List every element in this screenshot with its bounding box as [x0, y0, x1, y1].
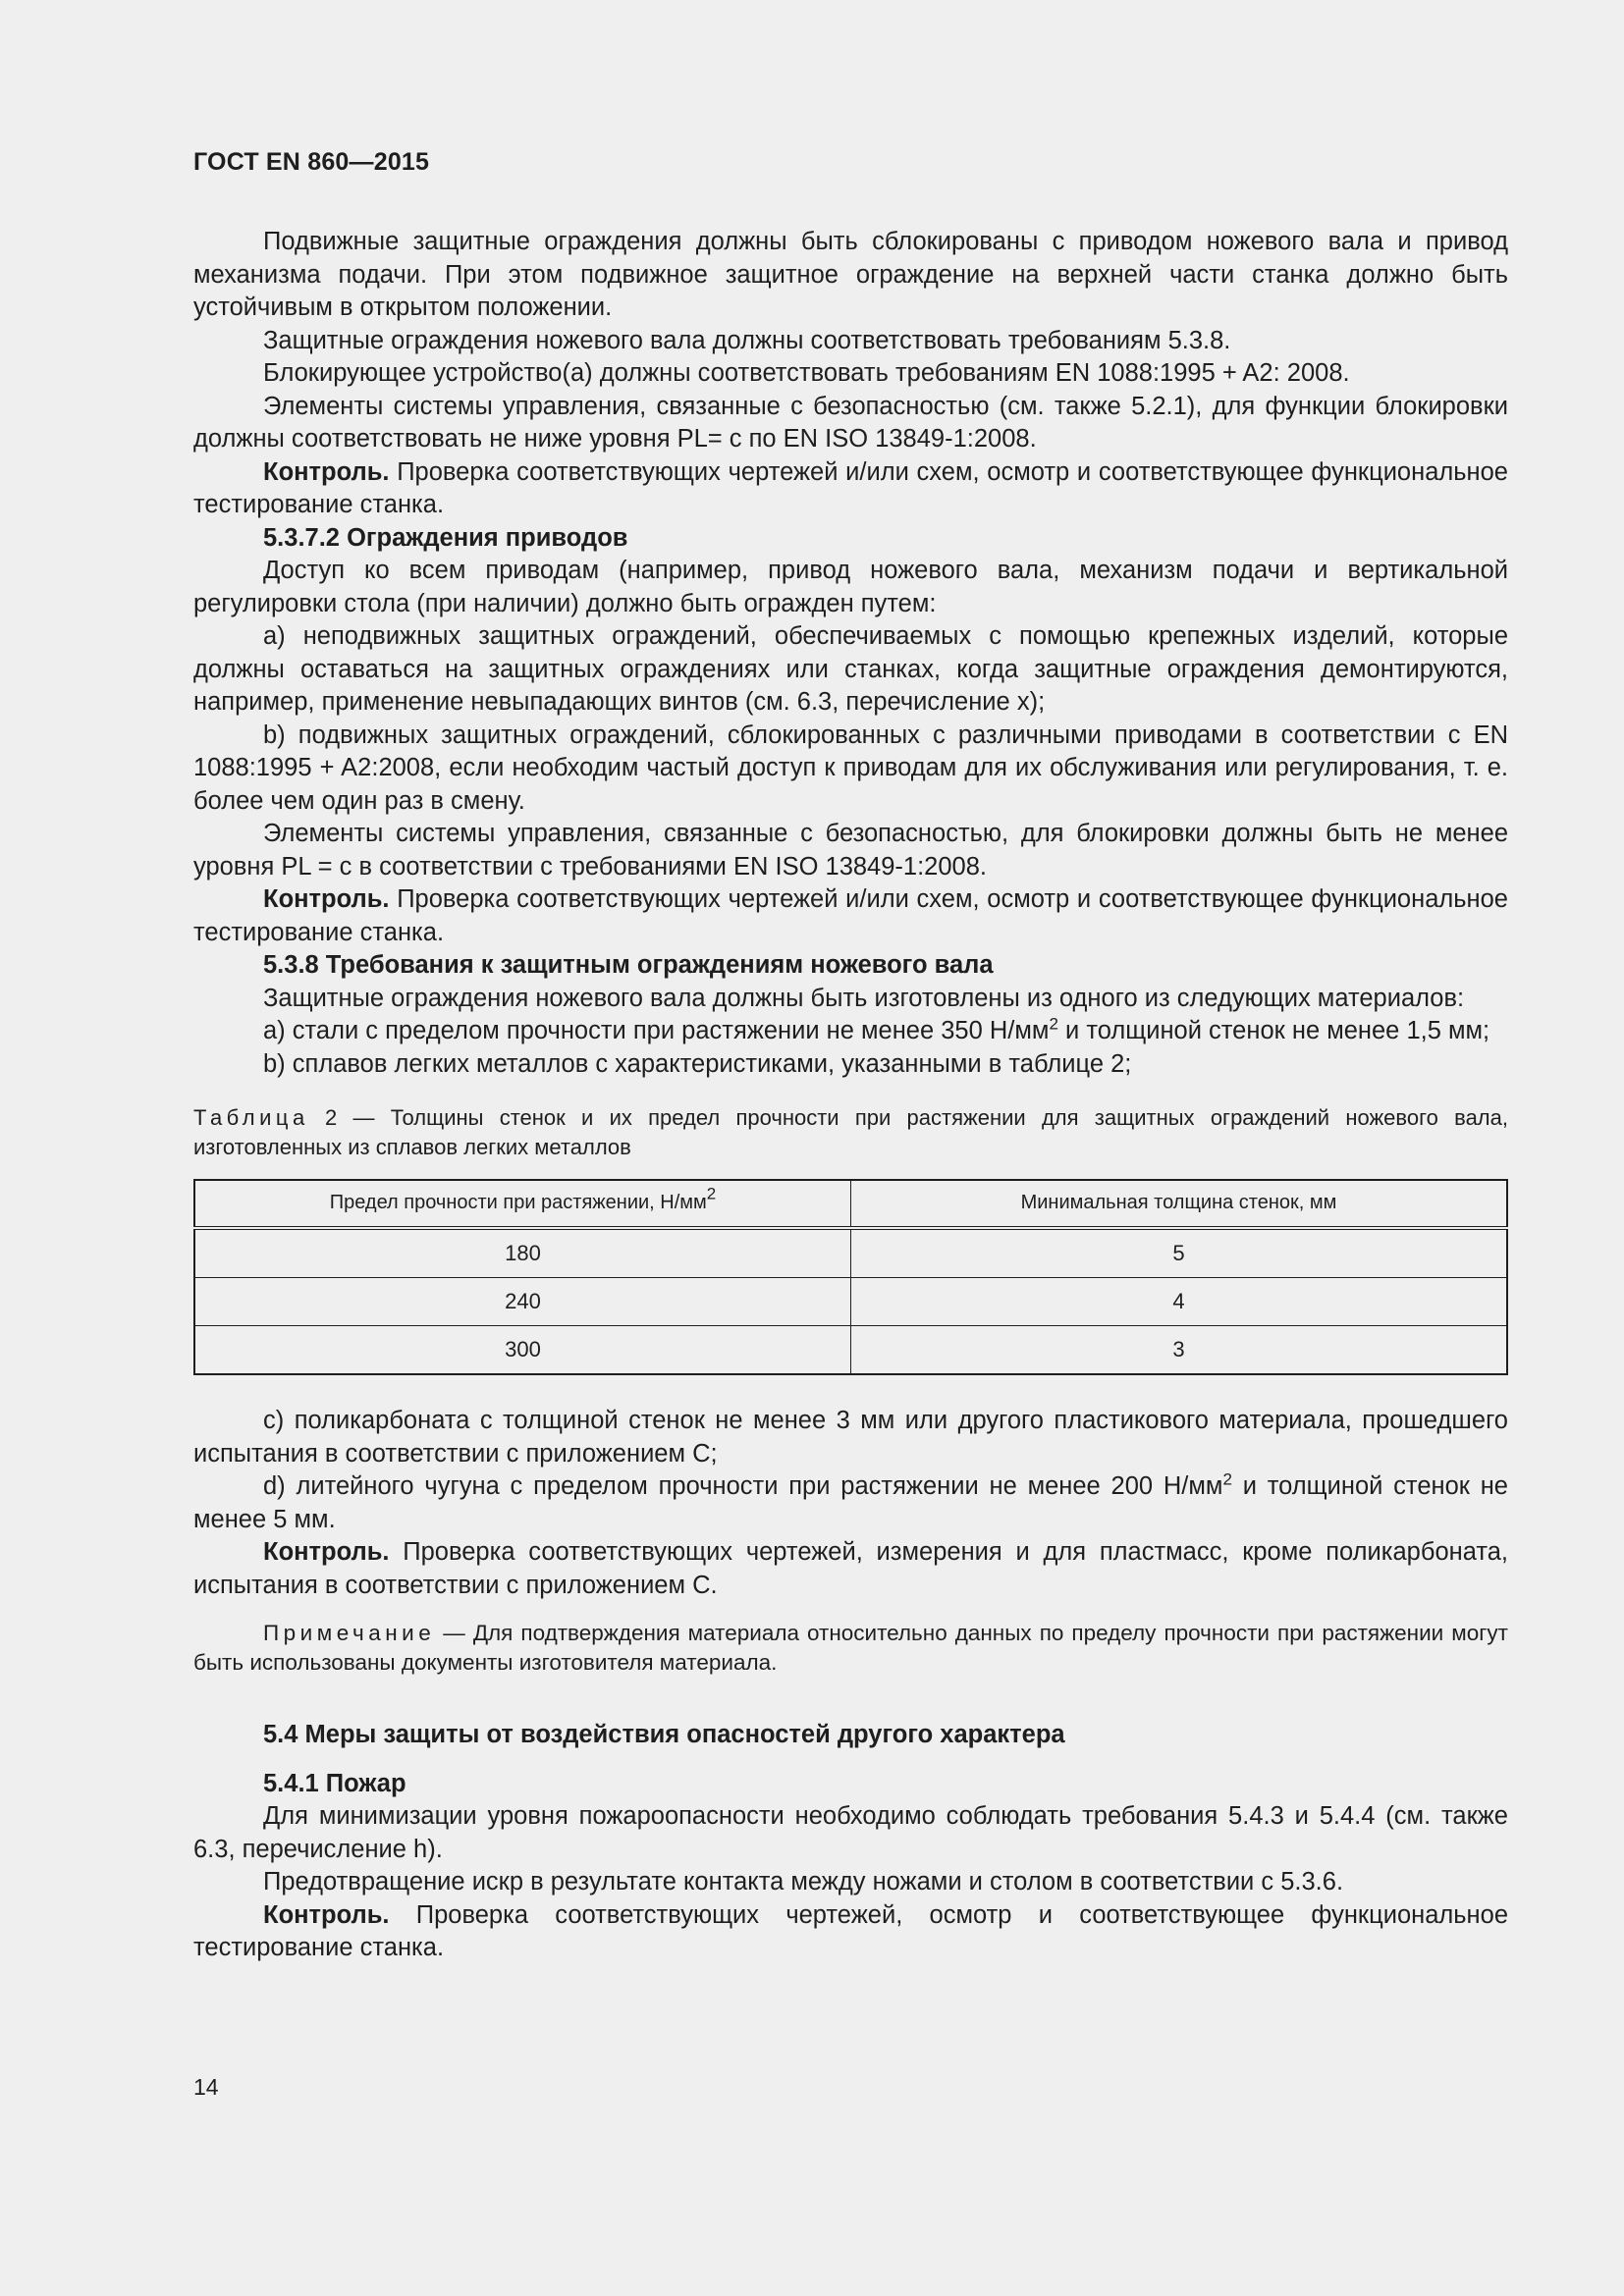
- note: [193, 1619, 1508, 1678]
- superscript: 2: [1049, 1014, 1058, 1034]
- list-item-b: b) подвижных защитных ограждений, сблокированных с различными приводами в соответствии с EN 1088:1995 + A2:2008, если необходим частый доступ к приводам для их обслуживания или регулирования, т. е. более чем один раз в смену.: [193, 721, 1508, 815]
- table-row: [194, 1278, 1507, 1326]
- header-text: Предел прочности при растяжении, Н/мм: [329, 1192, 707, 1214]
- table-caption-label: Таблица: [193, 1105, 309, 1130]
- list-item-text: и толщиной стенок не менее 1,5 мм;: [1057, 1017, 1490, 1044]
- control-label: Контроль.: [263, 457, 390, 486]
- control-paragraph: [193, 883, 1508, 949]
- control-text: Проверка соответствующих чертежей, измерения и для пластмасс, кроме поликарбоната, испытания в соответствии с приложением С.: [193, 1538, 1508, 1599]
- list-item-text: d) литейного чугуна с пределом прочности при растяжении не менее 200 Н/мм: [263, 1472, 1223, 1500]
- table-row: [194, 1228, 1507, 1278]
- section-heading-541: 5.4.1 Пожар: [263, 1769, 406, 1797]
- control-text: Проверка соответствующих чертежей, осмотр и соответствующее функциональное тестирование станка.: [193, 1900, 1508, 1961]
- note-label: Примечание: [263, 1621, 436, 1645]
- control-paragraph: [193, 1536, 1508, 1602]
- page-number: 14: [193, 2074, 219, 2100]
- control-paragraph: [193, 1899, 1508, 1965]
- list-item-a: [193, 1015, 1508, 1048]
- table-caption-text: 2 — Толщины стенок и их предел прочности при растяжении для защитных ограждений ножевого вала, изготовленных из сплавов легких металлов: [193, 1105, 1508, 1159]
- superscript: 2: [706, 1184, 717, 1203]
- list-item-text: a) стали с пределом прочности при растяжении не менее 350 Н/мм: [263, 1017, 1050, 1044]
- section-heading-538: 5.3.8 Требования к защитным ограждениям ножевого вала: [263, 951, 994, 979]
- control-text: Проверка соответствующих чертежей и/или схем, осмотр и соответствующее функциональное тестирование станка.: [193, 457, 1508, 518]
- paragraph: Подвижные защитные ограждения должны быть сблокированы с приводом ножевого вала и привод механизма подачи. При этом подвижное защитное ограждение на верхней части станка должно быть устойчивым в открытом положении.: [193, 228, 1508, 321]
- paragraph: Защитные ограждения ножевого вала должны соответствовать требованиям 5.3.8.: [263, 326, 1231, 354]
- document-header: ГОСТ EN 860—2015: [193, 148, 430, 176]
- note-text: — Для подтверждения материала относительно данных по пределу прочности при растяжении могут быть использованы документы изготовителя материала.: [193, 1621, 1508, 1675]
- paragraph: Доступ ко всем приводам (например, привод ножевого вала, механизм подачи и вертикальной регулировки стола (при наличии) должно быть огражден путем:: [193, 557, 1508, 617]
- table-header-row: [194, 1180, 1507, 1228]
- table-cell-thickness: 5: [851, 1228, 1508, 1278]
- control-text: Проверка соответствующих чертежей и/или схем, осмотр и соответствующее функциональное тестирование станка.: [193, 885, 1508, 946]
- control-label: Контроль.: [263, 1900, 390, 1929]
- table-cell-strength: 180: [194, 1228, 851, 1278]
- table-caption: [193, 1103, 1508, 1162]
- control-paragraph: [193, 456, 1508, 522]
- superscript: 2: [1222, 1469, 1232, 1489]
- table-row: [194, 1326, 1507, 1375]
- strength-table: [193, 1179, 1508, 1375]
- document-body: [193, 226, 1508, 1965]
- paragraph: Предотвращение искр в результате контакта между ножами и столом в соответствии с 5.3.6.: [263, 1868, 1344, 1896]
- table-cell-thickness: 4: [851, 1278, 1508, 1326]
- paragraph: Элементы системы управления, связанные с безопасностью, для блокировки должны быть не менее уровня PL = с в соответствии с требованиями EN ISO 13849-1:2008.: [193, 820, 1508, 881]
- paragraph: Блокирующее устройство(а) должны соответствовать требованиям EN 1088:1995 + A2: 2008.: [263, 359, 1350, 387]
- paragraph: Элементы системы управления, связанные с безопасностью (см. также 5.2.1), для функции блокировки должны соответствовать не ниже уровня PL= с по EN ISO 13849-1:2008.: [193, 392, 1508, 453]
- table-cell-strength: 240: [194, 1278, 851, 1326]
- section-heading-5372: 5.3.7.2 Ограждения приводов: [263, 523, 628, 552]
- control-label: Контроль.: [263, 1538, 390, 1566]
- list-item-c: c) поликарбоната с толщиной стенок не менее 3 мм или другого пластикового материала, прошедшего испытания в соответствии с приложением С;: [193, 1407, 1508, 1468]
- list-item-d: [193, 1470, 1508, 1536]
- table-header-strength: [194, 1180, 851, 1228]
- paragraph: Защитные ограждения ножевого вала должны быть изготовлены из одного из следующих материалов:: [263, 984, 1465, 1012]
- list-item-a: a) неподвижных защитных ограждений, обеспечиваемых с помощью крепежных изделий, которые должны оставаться на защитных ограждениях или станках, когда защитные ограждения демонтируются, например, применение невыпадающих винтов (см. 6.3, перечисление x);: [193, 622, 1508, 716]
- paragraph: Для минимизации уровня пожароопасности необходимо соблюдать требования 5.4.3 и 5.4.4 (см. также 6.3, перечисление h).: [193, 1802, 1508, 1863]
- table-cell-strength: 300: [194, 1326, 851, 1375]
- control-label: Контроль.: [263, 885, 390, 913]
- section-heading-54: 5.4 Меры защиты от воздействия опасностей другого характера: [263, 1721, 1065, 1748]
- table-cell-thickness: 3: [1172, 1337, 1185, 1362]
- list-item-b: b) сплавов легких металлов с характеристиками, указанными в таблице 2;: [263, 1049, 1132, 1078]
- list-item-text: и толщиной стенок не менее 5 мм.: [193, 1472, 1508, 1533]
- table-header-thickness: Минимальная толщина стенок, мм: [851, 1180, 1508, 1228]
